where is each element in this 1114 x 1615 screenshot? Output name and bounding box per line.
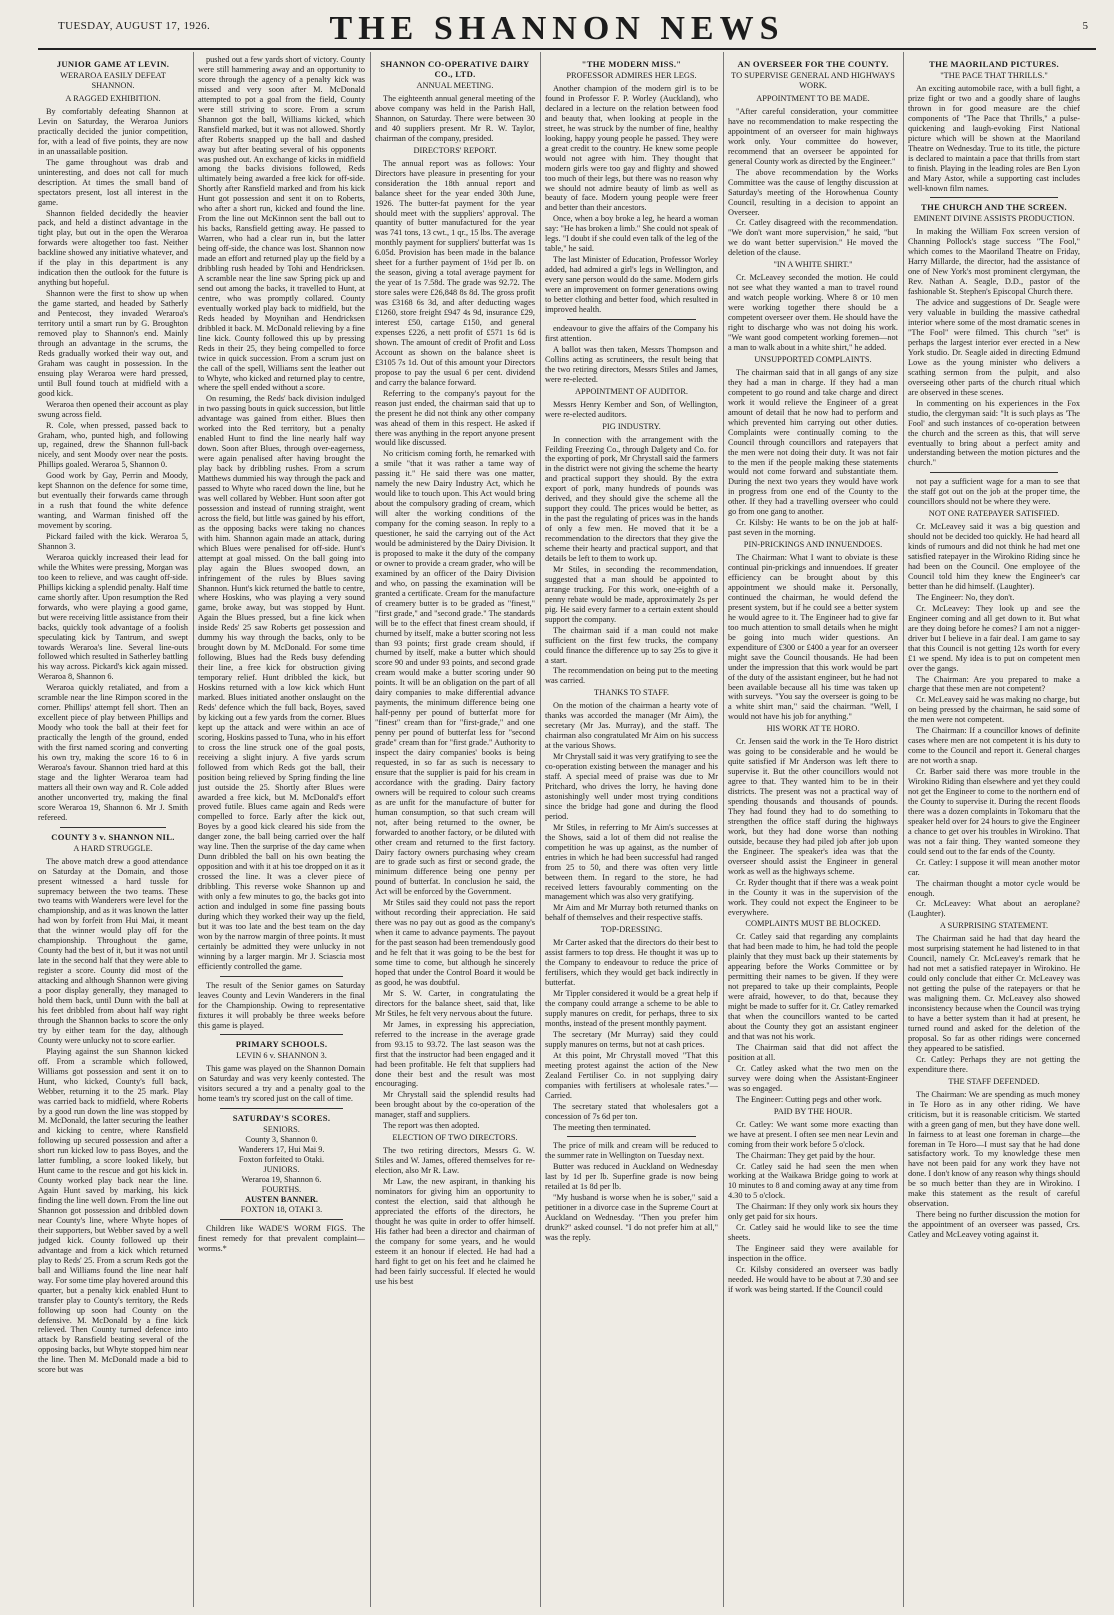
headline-overseer: AN OVERSEER FOR THE COUNTY. <box>737 59 889 69</box>
paragraph: Butter was reduced in Auckland on Wednesday last by 1d per lb. Superfine grade is now being retailed at 1s 8d per lb. <box>545 1162 718 1192</box>
paragraph: Once, when a boy broke a leg, he heard a woman say: "He has broken a limb." She could not speak of legs. "I doubt if she could even talk of the leg of the table," he said. <box>545 214 718 254</box>
paragraph: Cr. Catley: We want some more exacting than we have at present. I often see men near Levin and coming from their work before 5 o'clock. <box>728 1119 898 1149</box>
column-2 <box>198 55 365 1605</box>
paragraph: The above recommendation by the Works Committee was the cause of lengthy discussion at Saturday's meeting of the Horowhenua County Council, resulting in a decision to appoint an Overseer. <box>728 167 898 217</box>
paragraph: Shannon fielded decidedly the heavier pack, and held a distinct advantage in the tight play, but out in the open the Weraroa forwards were altogether too fast. Neither backline showed any initiative whatever, and if the play in this department is any indication then the outlook for the future is anything but hopeful. <box>38 208 188 288</box>
paragraph: The Chairman: Are you prepared to make a charge that these men are not competent? <box>908 674 1080 694</box>
paragraph: By comfortably defeating Shannon at Levin on Saturday, the Weraroa Juniors practically decided the junior competition, for, with a lead of five points, they are now in an unassailable position. <box>38 107 188 156</box>
subhead: PROFESSOR ADMIRES HER LEGS. <box>566 71 697 80</box>
paragraph: Mr Stiles, in seconding the recommendation, suggested that a man should be appointed to arrange trucking. For this work, one-eighth of a penny rebate would be made, approximately 2s per pig. He said every farmer to a certain extent should support the company. <box>545 564 718 624</box>
paragraph: Cr. Catley asked what the two men on the survey were doing when the Assistant-Engineer was so engaged. <box>728 1063 898 1093</box>
issue-date: TUESDAY, AUGUST 17, 1926. <box>58 20 211 32</box>
headline-saturday-scores: SATURDAY'S SCORES. <box>232 1113 331 1124</box>
masthead-title: THE SHANNON NEWS <box>329 10 785 47</box>
subhead: UNSUPPORTED COMPLAINTS. <box>754 354 872 364</box>
headline-junior-game: JUNIOR GAME AT LEVIN. <box>56 59 170 69</box>
subhead: LEVIN 6 v. SHANNON 3. <box>236 1051 327 1061</box>
subhead: NOT ONE RATEPAYER SATISFIED. <box>928 509 1060 519</box>
paragraph: Mr Chrystall said it was very gratifying to see the co-operation existing between the manager and his staff. A special meed of praise was due to Mr Pritchard, who drives the lorry, he having done astonishingly well under most trying conditions since the bridge had gone and during the flood period. <box>545 752 718 821</box>
paragraph: The game throughout was drab and uninteresting, and does not call for much description. At times the small band of spectators present, lost all interest in the game. <box>38 157 188 207</box>
paragraph: Weraroa then opened their account as play swung across field. <box>38 399 188 419</box>
paragraph: The chairman thought a motor cycle would be enough. <box>908 878 1080 898</box>
subhead: A RAGGED EXHIBITION. <box>65 94 161 103</box>
paragraph: In connection with the arrangement with the Feilding Freezing Co., through Dalgety and Co. for the exporting of pork, Mr Chrystall said the farmers in the district were not giving the scheme the hearty and practical support they should. By the extra export of pork, many hundreds of pounds was derived, and they should give the scheme all the support they could. The prices would be better, as in the past the regulating of prices was in the hands of only a few men. He moved that it be a recommendation to the directors that they give the scheme their hearty and practical support, and that details be left to them to work up. <box>545 434 718 563</box>
score-line: Wanderers 17, Hui Mai 9. <box>238 1145 325 1155</box>
paragraph: Referring to the company's payout for the reason just ended, the chairman said that up to the present he did not think any other company was ahead of them in this respect. He asked if there was anything in the report anyone present would like discussed. <box>375 388 535 448</box>
paragraph: A ballot was then taken, Messrs Thompson and Collins acting as scrutineers, the result being that the two retiring directors, Messrs Stiles and James, were re-elected. <box>545 344 718 384</box>
paragraph: Cr. Catley said he had seen the men when working at the Waikawa Bridge going to work at 10 minutes to 8 and coming away at any time from 4.30 to 5 o'clock. <box>728 1161 898 1201</box>
column-6 <box>908 55 1080 1605</box>
paragraph: Mr Law, the new aspirant, in thanking his nominators for giving him an opportunity to contest the election, said that although he appreciated the efforts of the directors, he thought he was quite in order to offer himself. His father had been a director and chairman of the company for some years, and he would esteem it an honour if elected. He had had a hard fight to get on his feet and he claimed he had been fairly successful. If elected he would use his best <box>375 1177 535 1286</box>
section-rule <box>567 319 696 320</box>
paragraph: In commenting on his experiences in the Fox studio, the clergyman said: "It is such plays as 'The Fool' and such instances of co-operation between the church and the screen as this, that will serve eventually to bring about a perfect amity and understanding between the motion pictures and the church." <box>908 398 1080 468</box>
paragraph: endeavour to give the affairs of the Company his first attention. <box>545 323 718 343</box>
paragraph: The secretary (Mr Murray) said they could supply manures on terms, but not at cash prices. <box>545 1029 718 1049</box>
subhead: TOP-DRESSING. <box>600 925 663 935</box>
paragraph: The price of milk and cream will be reduced to the summer rate in Wellington on Tuesday next. <box>545 1141 718 1161</box>
section-rule <box>930 197 1058 198</box>
subhead: WERAROA EASILY DEFEAT SHANNON. <box>60 71 166 90</box>
subhead: ELECTION OF TWO DIRECTORS. <box>392 1133 518 1143</box>
paragraph: The eighteenth annual general meeting of the above company was held in the Parish Hall, Shannon, on Saturday. There were between 30 and 40 suppliers present. Mr R. W. Taylor, chairman of the company, presided. <box>375 94 535 143</box>
column-divider <box>540 52 541 1607</box>
paragraph: Good work by Gay, Perrin and Moody, kept Shannon on the defence for some time, but eventually their forwards came through in a rush that found the white defence wanting, and Warman finished off the movement by scoring. <box>38 471 188 531</box>
headline-county-shannon: COUNTY 3 v. SHANNON NIL. <box>51 831 175 842</box>
score-line: FOXTON 18, OTAKI 3. <box>240 1204 323 1214</box>
paragraph: Mr Stiles, in referring to Mr Aim's successes at the Shows, said a lot of them did not realise the competition he was up against, as the number of entries in which he had been successful had ranged from 25 to 50, and there was often very little between them. In regard to the store, he had received letters favourably commenting on the management which was also very gratifying. <box>545 822 718 902</box>
paragraph: Cr. McLeavey said it was a big question and should not be decided too quickly. He had heard all kinds of rumours and did not think he had met one satisfied ratepayer in the Wirokino Riding since he had been on the Council. One employee of the Council told him they knew the Engineer's car better than he did himself. (Laughter). <box>908 522 1080 591</box>
subhead: ANNUAL MEETING. <box>416 81 494 90</box>
column-3 <box>375 55 535 1605</box>
paragraph: Cr. Catley: Perhaps they are not getting the expenditure there. <box>908 1054 1080 1074</box>
headline-church-screen: THE CHURCH AND THE SCREEN. <box>921 202 1067 213</box>
score-heading: JUNIORS. <box>263 1165 300 1175</box>
paragraph: "My husband is worse when he is sober," said a petitioner in a divorce case in the Supreme Court at Auckland on Wednesday. "Then you prefer him drunk?" asked counsel. "I do not prefer him at all," was the reply. <box>545 1193 718 1243</box>
subhead: PAID BY THE HOUR. <box>773 1106 853 1116</box>
paragraph: Cr. Catley said he would like to see the time sheets. <box>728 1223 898 1243</box>
paragraph: The report was then adopted. <box>383 1121 480 1131</box>
paragraph: Mr S. W. Carter, in congratulating the directors for the balance sheet, said that, like Mr Stiles, he felt very nervous about the future. <box>375 988 535 1018</box>
paragraph: Weraroa quickly increased their lead for while the Whites were pressing, Morgan was too keen to relieve, and was caught off-side. Phillips kicking a splendid penalty. Half time came shortly after. Upon resumption the Red forwards, who were playing a good game, but were receiving little assistance from their backs, quickly took advantage of a foolish speculating kick by Tantrum, and swept towards Weraroa's line. Several line-outs followed which resulted in Satherley battling his way across. Pickard's kick again missed. Weraroa 8, Shannon 6. <box>38 552 188 682</box>
subhead: THANKS TO STAFF. <box>594 688 669 698</box>
column-4 <box>545 55 718 1605</box>
paragraph: Cr. Ryder thought that if there was a weak point in the County it was in the supervision of the work. They could not expect the Engineer to be everywhere. <box>728 877 898 917</box>
paragraph: not pay a sufficient wage for a man to see that the staff got out on the job at the proper time, the councillors should not be where they were. <box>908 477 1080 507</box>
paragraph: No criticism coming forth, he remarked with a smile "that it was rather a tame way of passing it." He said there was one matter, namely the new Dairy Industry Act, which he would like to touch upon. This Act would bring about the compulsory grading of cream, which will alter the working conditions of the company for the coming season. In reply to a questioner, he said the carrying out of the Act would be administered by the Dairy Division. It is proposed to make it the duty of the company or owner to provide a cream grader, who will be examined by an officer of the Dairy Division and who, on passing the examination will be granted a certificate. Cream for the manufacture of creamery butter is to be graded as "finest," "first grade," and "second grade." The standards will be to the effect that finest cream should, if churned by itself, make a butter scoring not less than 93 points; first grade cream should, if churned by itself, make a butter which should score 90 and under 93 points, and second grade cream would make a butter scoring under 90 points. It will be an obligation on the part of all dairy companies to make differential advance payments, the minimum difference being one half-penny per pound of butterfat more for "finest" cream than for "first-grade," and one penny per pound of butterfat less for "second grade" cream than for "first grade." Authority to inspect the dairy companies' books is being requested, in so far as such is necessary to ensure that the supplier is paid for his cream in accordance with the grading. Dairy factory owners will be required to colour such creams as are unfit for the manufacture of butter for human consumption, so that such cream will not, after being returned to the owner, be forwarded to another factory, or be diluted with other cream and returned to the first factory. Dairy factory owners purchasing whey cream are to grade such as first or second grade, the minimum difference being one penny per pound of butterfat. In conclusion he said, the Act will be enforced by the Government. <box>375 449 535 897</box>
page-number: 5 <box>1082 20 1088 32</box>
paragraph: Cr. Kilsby: He wants to be on the job at half-past seven in the morning. <box>728 518 898 538</box>
section-rule <box>220 976 343 977</box>
paragraph: Pickard failed with the kick. Weraroa 5, Shannon 3. <box>38 532 188 551</box>
paragraph: Cr. Catley disagreed with the recommendation. "We don't want more supervision," he said, "but we do want better supervision." He moved the deletion of the clause. <box>728 218 898 258</box>
paragraph: The Chairman: What I want to obviate is these continual pin-prickings and innuendoes. If greater efficiency can be brought about by this appointment we should make it. Personally, continued the chairman, he would defend the present system, but if he could see a better system he would agree to it. The Engineer had to give far too much attention to small details when he might be going into much wider questions. An expenditure of £300 or £400 a year for an overseer might save the Council thousands. He had been under the impression that this work would be part of the duty of the assistant engineer, but he had not been available because all his time was taken up with surveys. "You say the overseer is going to be a white shirt man," said the chairman. "Well, I would not have his job for anything." <box>728 553 898 722</box>
paragraph: The Chairman: They get paid by the hour. <box>736 1150 876 1160</box>
masthead-rule <box>38 48 1096 50</box>
paragraph: Cr. Catley said that regarding any complaints that had been made to him, he had told the people plainly that they must back up their statements by appearing before the Works Committee or by permitting their names to be given. If they were not prepared to take up their complaints, People were afraid, however, to do that, because they might be made to suffer for it. Cr. Catley remarked that when the councillors wanted to be carted about the County they got an assistant engineer and that was not his work. <box>728 932 898 1042</box>
section-rule <box>567 1136 696 1137</box>
paragraph: The Engineer said they were available for inspection in the office. <box>728 1244 898 1264</box>
subhead: A HARD STRUGGLE. <box>73 843 153 853</box>
paragraph: An exciting automobile race, with a bull fight, a prize fight or two and a goodly share of laughs thrown in for good measure are the chief components of "The Pace that Thrills," a pulse-quickening and laugh-evoking First National picture which will be shown at the Maoriland Theatre on Wednesday. True to its title, the picture is declared to maintain a pace that thrills from start to finish. Playing in the leading roles are Ben Lyon and Mary Astor, while a supporting cast includes well-known film names. <box>908 84 1080 193</box>
paragraph: On the motion of the chairman a hearty vote of thanks was accorded the manager (Mr Aim), the secretary (Mr Jas. Murray), and the staff. The chairman also congratulated Mr Aim on his success at the various Shows. <box>545 701 718 751</box>
paragraph: The result of the Senior games on Saturday leaves County and Levin Wanderers in the final for the Championship. Owing to representative fixtures it will probably be three weeks before this game is played. <box>198 980 365 1030</box>
paragraph: Playing against the sun Shannon kicked off. From a scramble which followed, Williams got possession and sent it on to Hunt, who kicked, County's full back, Webber, returning it to the 25 mark. Play was carried back to midfield, where Roberts by a good run down the line was stopped by M. McDonald, the latter securing the leather and kicking to centre, where Ransfield following up secured possession and after a short run kicked low to pass Boyes, and the latter fumbling, a score looked likely, but Hunt came to the rescue and got his kick in. County worked play back near the line. Again Hunt saved by marking, his kick finding the line well down. From the line out Shannon got possession and dribbled down near County's line, where Whyte hopes of their supporters, but Webber saved by a well judged kick. County followed up their advantage and from a kick which returned play to Reds' 25. From a scrum Reds got the ball and Williams found the line near half way. For some time play hovered around this quarter, but a penalty kick enabled Hunt to transfer play to County's territory, the Reds following up soon had County on the defensive. M. McDonald by a fine kick relieved. Then County turned defence into attack by Ransfield beating several of the opposing backs, but Whyte stopped him near the line. Then M. McDonald made a bid to score but was <box>38 1046 188 1375</box>
subhead: HIS WORK AT TE HORO. <box>766 724 860 734</box>
subhead: COMPLAINTS MUST BE BLOCKED. <box>745 919 881 929</box>
headline-modern-miss: "THE MODERN MISS." <box>581 59 682 69</box>
paragraph: Mr Carter asked that the directors do their best to assist farmers to top dress. He thought it was up to the Company to endeavour to reduce the price of fertilisers, which they would get back indirectly in butterfat. <box>545 938 718 988</box>
paragraph: At this point, Mr Chrystall moved "That this meeting protest against the action of the New Zealand Fertiliser Co. in not supplying dairy companies with fertilisers at wholesale rates."—Carried. <box>545 1050 718 1100</box>
paragraph: Cr. McLeavey seconded the motion. He could not see what they wanted a man to travel round and watch people working. Where 8 or 10 men were working together there should be a competent overseer over them. He should have the right to discharge who was not doing his work. "We want good competent working foremen—not a man to walk about in a white shirt," he added. <box>728 273 898 352</box>
score-heading: AUSTEN BANNER. <box>245 1194 318 1204</box>
paragraph: Mr Aim and Mr Murray both returned thanks on behalf of themselves and their respective staffs. <box>545 903 718 923</box>
paragraph: The chairman said that in all gangs of any size they had a man in charge. If they had a man competent to go round and take charge and direct work it would relieve the Engineer of a great amount of detail that he now had to perform and which prevented him carrying out other duties. Complaints were continually coming to the Council through councillors and ratepayers that the men were not doing their duty. It was not fair to the men if the people making these statements would not come forward and substantiate them. During the next two years they would have work in progress from one end of the County to the other. If they had a travelling overseer who could go from one gang to another. <box>728 367 898 517</box>
paragraph: Mr James, in expressing his appreciation, referred to the increase in the average grade from 93.15 to 93.72. The last season was the first that the instructor had been engaged and it had been profitable. He felt that suppliers had done their best and the result was most encouraging. <box>375 1019 535 1089</box>
score-line: Foxton forfeited to Otaki. <box>238 1155 325 1165</box>
subhead: "IN A WHITE SHIRT." <box>773 260 853 270</box>
paragraph: Weraroa quickly retaliated, and from a scramble near the line Rimpon scored in the corner. Phillips' attempt fell short. Then an excellent piece of play between Phillips and Moody who took the ball at their feet for practically the length of the ground, ended with the first named scoring and converting his own try, making the score 16 to 6 in Weraroa's favour. Shannon tried hard at this stage and the lighter Weraroa team had matters all their own way and R. Cole added another unconverted try, making the final score Weraroa 19, Shannon 6. Mr J. Smith refereed. <box>38 683 188 822</box>
paragraph: Cr. McLeavey: They look up and see the Engineer coming and all get down to it. But what are they doing before he comes? I am not a nigger-driver but I believe in a fair deal. I am game to say that this Council is not getting 12s worth for every £1 we spend. My idea is to put on competent men over the gangs. <box>908 603 1080 673</box>
paragraph: In making the William Fox screen version of Channing Pollock's stage success "The Fool," which comes to the Maoriland Theatre on Friday, Harry Millarde, the director, had the assistance of one of New York's most prominent clergyman, the Rev. Nathan A. Seagle, D.D., pastor of the fashionable St. Stephen's Episcopal Church there. <box>908 227 1080 297</box>
paragraph: Mr Stiles said they could not pass the report without recording their appreciation. He said there was no pay out as good as the company's when it came to advance payments. The payout for the past season had been tremendously good and he felt that it was going to be the best for some time to come, but although he sincerely hoped that under the Control Board it would be as good, he was doubtful. <box>375 898 535 987</box>
paragraph: This game was played on the Shannon Domain on Saturday and was very keenly contested. The visitors secured a try and a penalty goal to the home team's try scored just on the call of time. <box>198 1064 365 1104</box>
paragraph: pushed out a few yards short of victory. County were still hammering away and an opportunity to score through the agency of a penalty kick was missed and very soon after M. McDonald attempted to pot a goal from the field, County were still striving to score. From a scrum Shannon got the ball, Williams kicked, which Ransfield marked, but it was not allowed. Shortly after Roberts snapped up the ball and dashed away but after beating several of his opponents was pushed out. An exchange of kicks in midfield among the backs divisions followed, Reds ultimately being awarded a free kick for off-side. Shortly after Ransfield marked and from his kick Hunt got possession and sent it on to Roberts, who after a short run, kicked and found the line. From the line out McKinnon sent the ball out to his backs, Ransfield getting away. He passed to Warren, who had a clear run in, but the latter being off-side, the chance was lost. Shannon now made an effort and returned play up the field by a dribbling rush headed by Tohi and Hendricksen. A scramble near the line saw Spring pick up and send out among the backs, it travelled to Hunt, at centre, who was promptly collared. County eventually worked play back to midfield, but the Reds headed by Moynihan and Hendricksen dribbled it back. M. McDonald relieving by a fine line kick. County followed this up by pressing Reds in their 25, they being compelled to force twice in quick succession. From a scrum just on the call of the spell, Williams sent the leather out to Whyte, who kicked and returned play to centre, where the spell ended without a score. <box>198 55 365 393</box>
paragraph: Mr Chrystall said the splendid results had been brought about by the co-operation of the manager, staff and suppliers. <box>375 1090 535 1120</box>
scores-table <box>198 1125 365 1215</box>
subhead: APPOINTMENT TO BE MADE. <box>756 94 870 103</box>
paragraph: The annual report was as follows: Your Directors have pleasure in presenting for your consideration the 18th annual report and balance sheet for the year ended 30th June, 1926. The butter-fat payment for the year should meet with the suppliers' approval. The quantity of butter manufactured for the year was 741 tons, 13 cwt., 1 qr., 15 lbs. The average monthly payment for suppliers' butterfat was 1s 6.05d. Provision has been made in the balance sheet for a further payment of 1½d per lb. on the season, giving a total average payment for the year of 1s 7.58d. The grade was 92.72. The store sales were £26,848 8s 8d. The gross profit was £3168 6s 3d, and after deducting wages £1260, store freight £947 4s 9d, insurance £29, interest £50, cartage £150, and general expenses £226, a nett profit of £571 1s 6d is shown. The amount of credit of Profit and Loss Account as shown on the balance sheet is £3105 7s 1d. Out of this amount your Directors propose to pay the usual 6 per cent. dividend and carry the balance forward. <box>375 158 535 387</box>
paragraph: The Chairman: If they only work six hours they only get paid for six hours. <box>728 1202 898 1222</box>
column-divider <box>723 52 724 1607</box>
subhead: EMINENT DIVINE ASSISTS PRODUCTION. <box>913 214 1075 224</box>
column-divider <box>370 52 371 1607</box>
subhead: PIN-PRICKINGS AND INNUENDOES. <box>743 540 883 550</box>
score-line: Weraroa 19, Shannon 6. <box>241 1175 322 1185</box>
paragraph: The last Minister of Education, Professor Worley added, had admired a girl's legs in Wellington, and every sane person would do the same. Modern girls were an improvement on former generations owing to better clothing and better food, which resulted in improved health. <box>545 255 718 314</box>
column-divider <box>903 52 904 1607</box>
score-heading: FOURTHS. <box>261 1184 302 1194</box>
paragraph: The recommendation on being put to the meeting was carried. <box>545 666 718 686</box>
paragraph: The Chairman: If a councillor knows of definite cases where men are not competent it is his duty to come to the Council and report it. General charges are not worth a snap. <box>908 726 1080 766</box>
subhead: APPOINTMENT OF AUDITOR. <box>575 386 688 396</box>
score-line: County 3, Shannon 0. <box>245 1135 318 1145</box>
paragraph: Another champion of the modern girl is to be found in Professor F. P. Worley (Auckland), who declared in a lecture on the relation between food and beauty that, when looking at people in the street, he was struck by the number of fine, healthy looking, happy young people he passed. They were a great credit to the country. He knew some people would not agree with him. They thought that modern girls were too gay and flighty and showed too much of their legs, but there was no reason why we should not admire beauty of limb as well as beauty of face. Modern young people were freer and better than their ancestors. <box>545 84 718 213</box>
paragraph: Cr. Barber said there was more trouble in the Wirokino Riding than elsewhere and yet they could not get the Engineer to come to the northern end of the County to supervise it. During the recent floods there was a dozen complaints in Tokomaru that the speaker held over for 24 hours to give the Engineer a chance to get over his troubles in Wirokino. That was not a fair thing. They wanted someone they could send out to the far ends of the County. <box>908 767 1080 856</box>
paragraph: Cr. Jensen said the work in the Te Horo district was going to be considerable and he would be quite satisfied if Mr Anderson was left there to supervise it. But the other councillors would not agree to that. They wanted him to be in their districts. The present was not a practical way of spending thousands and thousands of pounds. They had found they had to do something to strengthen the office staff during the highways work, but they had done worse than nothing outside, because they had piled job after job upon the Engineer. The speaker's idea was that the overseer should assist the Engineer in general work as well as the highways scheme. <box>728 737 898 876</box>
column-1 <box>38 55 188 1605</box>
paragraph: The Chairman said that did not affect the position at all. <box>728 1042 898 1062</box>
paragraph: The two retiring directors, Messrs G. W. Stiles and W. James, offered themselves for re-election, also Mr R. Law. <box>375 1146 535 1176</box>
section-rule <box>220 1108 343 1109</box>
subhead: TO SUPERVISE GENERAL AND HIGHWAYS WORK. <box>731 71 895 90</box>
advertisement: Children like WADE'S WORM FIGS. The finest remedy for that prevalent complaint—worms.* <box>198 1223 365 1253</box>
paragraph: The Engineer: Cutting pegs and other work. <box>736 1094 882 1104</box>
paragraph: The secretary stated that wholesalers got a concession of 7s 6d per ton. <box>545 1101 718 1121</box>
paragraph: Shannon were the first to show up when the game started, and headed by Satherly and Pentecost, they invaded Weraroa's territory until a smart run by G. Broughton removed play to Shannon's end. Mainly through an advantage in the scrums, the Reds gradually worked their way out, and Graham was caught in possession. In the ensuing play Weraroa were hard pressed, until Bull found touch at midfield with a good kick. <box>38 289 188 398</box>
paragraph: Cr. McLeavey: What about an aeroplane? (Laughter). <box>908 899 1080 919</box>
subhead: PIG INDUSTRY. <box>602 421 661 431</box>
subhead: "THE PACE THAT THRILLS." <box>940 71 1048 80</box>
paragraph: Messrs Henry Kember and Son, of Wellington, were re-elected auditors. <box>545 399 718 419</box>
paragraph: The Chairman said he had that day heard the most surprising statement he had listened to in that Council, namely Cr. McLeavey's remark that he had not met a satisfied ratepayer in Wirokino. He could only conclude that either Cr. McLeavey was not getting the pulse of the ratepayers or that he was maligning them. Cr. McLeavey also showed inconsistency because when the Council was trying to have a better system than it had at present, he turned round and asked for the deletion of the proposal. So far as other ridings were concerned they appeared to be satisfied. <box>908 934 1080 1053</box>
paragraph: There being no further discussion the motion for the appointment of an overseer was passed, Crs. Catley and McLeavey voting against it. <box>908 1210 1080 1240</box>
subhead: DIRECTORS' REPORT. <box>413 145 497 155</box>
paragraph: "After careful consideration, your committee have no recommendation to make respecting the appointment of an overseer for main highways work only. Your committee do however, recommend that an overseer be appointed for general County work as directed by the Engineer." <box>728 107 898 166</box>
subhead: A SURPRISING STATEMENT. <box>939 921 1049 931</box>
section-rule <box>220 1219 343 1220</box>
paragraph: Cr. McLeavey said he was making no charge, but on being pressed by the chairman, he said some of the men were not competent. <box>908 695 1080 725</box>
subhead: THE STAFF DEFENDED. <box>948 1076 1040 1086</box>
paragraph: Cr. Catley: I suppose it will mean another motor car. <box>908 857 1080 877</box>
paragraph: The chairman said if a man could not make sufficient on the first few trucks, the company could finance the difference up to say 25s to give it a start. <box>545 625 718 665</box>
paragraph: Cr. Kilsby considered an overseer was badly needed. He would have to be about at 7.30 and see if work was being started. If the Council could <box>728 1265 898 1294</box>
column-divider <box>193 52 194 1607</box>
paragraph: The above match drew a good attendance on Saturday at the Domain, and those present witnessed a hard tussle for supremacy between the two teams. These two teams with Wanderers were level for the championship, and as it was known the latter had won by forfeit from Hui Mai, it meant that the winner would play off for the championship. Throughout the game, County had the best of it, but it was not until late in the second half that they were able to register a score. County did most of the attacking and although Shannon were giving a poor display generally, they managed to hold them back, until Dunn with the ball at his feet dribbled from about half way right through the Shannon backs to score the only try by either team for the day, although County were unlucky not to score earlier. <box>38 856 188 1045</box>
paragraph: Mr Tippler considered it would be a great help if the company could arrange a scheme to be able to supply manures on credit, for perhaps, three to six months, instead of the present monthly payment. <box>545 989 718 1028</box>
paragraph: The Engineer: No, they don't. <box>916 592 1015 602</box>
headline-maoriland: THE MAORILAND PICTURES. <box>929 59 1059 69</box>
paragraph: The advice and suggestions of Dr. Seagle were very valuable in building the massive cathedral interior where some of the most dramatic scenes in "The Fool" were filmed. This church "set" is perhaps the largest interior ever erected in a New York studio. Dr. Seagle aided in directing Edmund Lowe as the young minister who delivers a scathing sermon from the pulpit, and also overseeing other parts of the church ritual which are observed in these scenes. <box>908 298 1080 397</box>
section-rule <box>60 827 166 828</box>
score-heading: SENIORS. <box>263 1125 300 1135</box>
headline-primary-schools: PRIMARY SCHOOLS. <box>235 1039 328 1050</box>
paragraph: On resuming, the Reds' back division indulged in two passing bouts in quick succession, but little advantage was gained from either. Blues then worked into the Red territory, but a penalty enabled Hunt to find the line nearly half way down. Soon after Blues, through over-eagerness, were again penalised after having brought the play back by dribbling rushes. From a scrum Matthews dummied his way through the pack and passed to Whyte who raced down the line, but he was well collared by Webber. Hunt soon after got possession and instead of running straight, went across the field, but little was gained by his effort, as the opposing backs were taking no chances with him. Shannon again made an attack, during which Blues were penalised for off-side. Hunt's attempt at goal missed. On the ball going into play again the Blues swooped down, an infringement of the rules by Blues saving Shannon. Hunt's kick returned the battle to centre, where Hoskins, who was playing a very sound game, broke away, but was stopped by Hunt. Again the Blues pressed, but a fine kick when inside Reds' 25 saw Roberts get possession and dummy his way through the backs, only to be brought down by M. McDonald. For some time following, Blues had the Reds busy defending their line, a free kick for obstruction giving temporary relief. Hunt dribbled the kick, but Hoskins returned with a low kick which Hunt marked. Blues initiated another onslaught on the Reds' defence which the full back, Boyes, saved by kicking out a few yards from the corner. Blues kept up the attack and were within an ace of scoring, Hoskins passed to Tuna, who in his effort to cross the line struck one of the goal posts, receiving a slight injury. A five yards scrum followed from which Reds got the ball, their position being relieved by Spring finding the line just outside the 25. Shortly after Blues were awarded a free kick, but M. McDonald's effort proved futile. Blues came again and Reds were compelled to force. Early after the kick out, Boyes by a good kick cleared his side from the danger zone, the ball being carried over the half way line. Then the surprise of the day came when Dunn dribbled the ball on his own beating the opposition and with it at his toe dropped on it as it crossed the line. It was a clever piece of dribbling. This reverse woke Shannon up and with only a few minutes to go, the backs got into action and indulged in some fine passing bouts during which they worked their way up the field, but it was too late and the best team on the day won by the narrow margin of three points. It must certainly be admitted they were unlucky in not winning by a larger margin. Mr J. Sciascia most efficiently controlled the game. <box>198 394 365 971</box>
section-rule <box>930 472 1058 473</box>
headline-dairy-co: SHANNON CO-OPERATIVE DAIRY CO., LTD. <box>380 59 530 79</box>
column-5 <box>728 55 898 1605</box>
paragraph: The meeting then terminated. <box>553 1122 651 1132</box>
section-rule <box>220 1034 343 1035</box>
paragraph: R. Cole, when pressed, passed back to Graham, who, punted high, and following up, regained, drew the Shannon full-back nicely, and sent Moody over near the posts. Phillips goaled. Weraroa 5, Shannon 0. <box>38 420 188 470</box>
paragraph: The Chairman: We are spending as much money in Te Horo as in any other riding. We have criticism, but it is reasonable criticism. We started with a green gang of men, but they have done well. In fairness to at least one foreman in charge—the foreman in Te Horo—I must say that he had done satisfactory work. To my knowledge these men have not been paid for any work they have not done. I don't know of any reason why things should be so much better than they are in Wirokino. I make this statement as the result of careful observation. <box>908 1089 1080 1209</box>
